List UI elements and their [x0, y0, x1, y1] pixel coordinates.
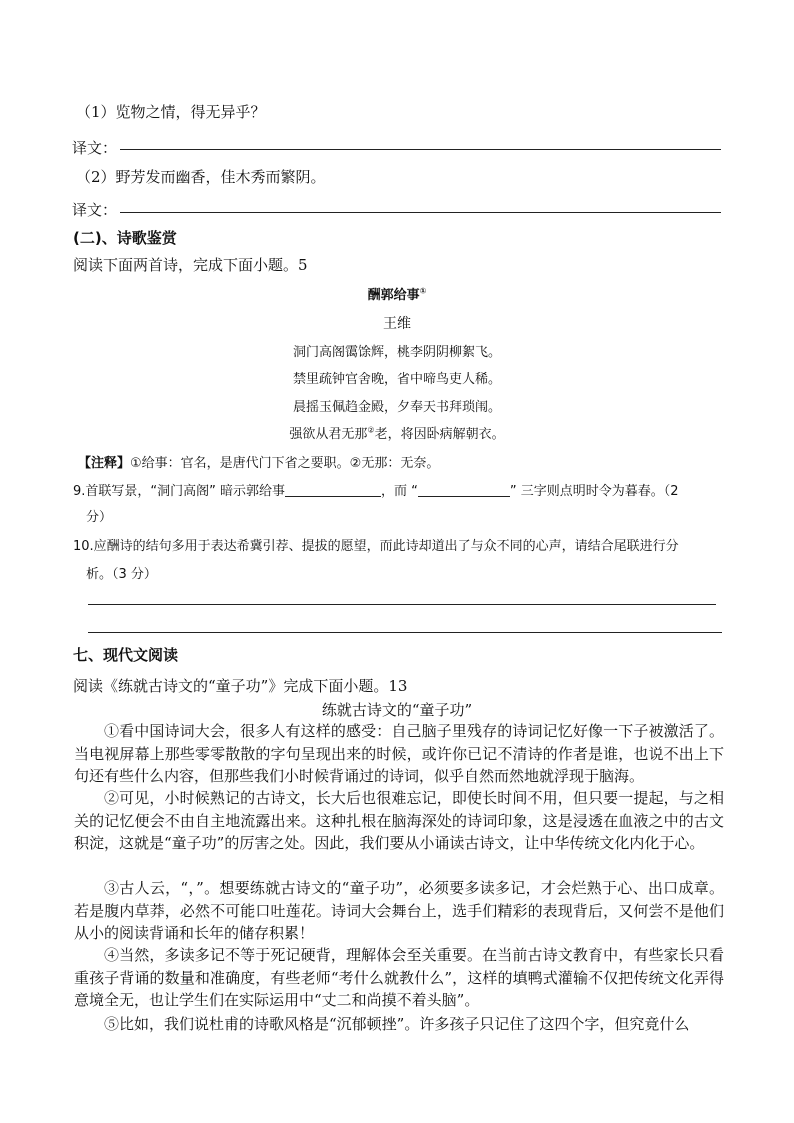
poem-line-4 — [0, 423, 794, 442]
poem-author: 王维 — [383, 316, 411, 332]
question-9-blank-2[interactable] — [418, 484, 510, 497]
translation-label-1: 译文： — [72, 139, 118, 157]
question-10-continued: 析。（3 分） — [86, 567, 157, 582]
article-paragraph-4: ④当然，多读多记不等于死记硬背，理解体会至关重要。在当前古诗文教育中，有些家长只看重孩子背诵的数量和准确度，有些老师“考什么就教什么”，这样的填鸭式灌输不仅把传统文化弄得意境全无，也让学生们在实际运用中“丈二和尚摸不着头脑”。 — [74, 946, 724, 1009]
poem-line-4-after: 老，将因卧病解朝衣。 — [374, 427, 505, 442]
poem-line-1: 洞门高阁霭馀辉，桃李阴阴柳絮飞。 — [292, 345, 501, 360]
question-9-part-a: 9.首联写景，“洞门高阁” 暗示郭给事 — [73, 484, 286, 499]
poetry-section-heading: (二)、诗歌鉴赏 — [73, 229, 177, 247]
question-10: 10.应酬诗的结句多用于表达希冀引荐、提拔的愿望，而此诗却道出了与众不同的心声，请结合尾联进行分 — [73, 539, 679, 554]
poem-title-text: 酬郭给事 — [367, 288, 420, 303]
poem-notes-label: 【注释】 — [78, 456, 131, 471]
question-9-part-b: ，而 “ — [381, 484, 418, 499]
translation-label-2: 译文： — [72, 201, 118, 219]
question-9-continued: 分） — [86, 510, 113, 525]
article-paragraph-3: ③古人云，“，”。想要练就古诗文的“童子功”，必须要多读多记，才会烂熟于心、出口成章。若是腹内草莽，必然不可能口吐莲花。诗词大会舞台上，选手们精彩的表现背后，又何尝不是他们从小的阅读背诵和长年的储存积累！ — [74, 879, 724, 942]
modern-section-heading: 七、现代文阅读 — [73, 646, 179, 664]
poem-title-note-mark: ① — [419, 286, 427, 296]
question-10-answer-line-1[interactable] — [88, 604, 716, 605]
translation-answer-line-1[interactable] — [120, 149, 721, 150]
translation-answer-line-2[interactable] — [120, 212, 721, 213]
question-10-answer-line-2[interactable] — [88, 632, 722, 633]
poem-notes-text: ①给事：官名，是唐代门下省之要职。②无那：无奈。 — [130, 456, 440, 471]
question-9 — [73, 480, 679, 499]
question-9-blank-1[interactable] — [285, 484, 381, 497]
article-paragraph-1: ①看中国诗词大会，很多人有这样的感受：自己脑子里残存的诗词记忆好像一下子被激活了。当电视屏幕上那些零零散散的字句呈现出来的时候，或许你已记不清诗的作者是谁，也说不出上下句还有些什么内容，但那些我们小时候背诵过的诗词，似乎自然而然地就浮现于脑海。 — [74, 722, 724, 785]
translation-question-1: （1）览物之情，得无异乎？ — [76, 103, 266, 121]
article-paragraph-5: ⑤比如，我们说杜甫的诗歌风格是“沉郁顿挫”。许多孩子只记住了这四个字，但究竟什么 — [104, 1015, 690, 1033]
modern-instruction: 阅读《练就古诗文的“童子功”》完成下面小题。13 — [73, 677, 408, 695]
poem-line-3: 晨摇玉佩趋金殿，夕奉天书拜琐闱。 — [292, 400, 501, 415]
article-title: 练就古诗文的“童子功” — [321, 701, 473, 719]
translation-question-2: （2）野芳发而幽香，佳木秀而繁阴。 — [76, 168, 326, 186]
poem-line-2: 禁里疏钟官舍晚，省中啼鸟吏人稀。 — [292, 372, 501, 387]
poem-line-4-note-mark: ② — [367, 425, 375, 435]
article-paragraph-2: ②可见，小时候熟记的古诗文，长大后也很难忘记，即使长时间不用，但只要一提起，与之相关的记忆便会不由自主地流露出来。这种扎根在脑海深处的诗词印象，这是浸透在血液之中的古文积淀，这就是“童子功”的厉害之处。因此，我们要从小诵读古诗文，让中华传统文化内化于心。 — [74, 789, 724, 852]
poetry-instruction: 阅读下面两首诗，完成下面小题。5 — [73, 256, 308, 274]
poem-notes — [78, 452, 439, 471]
question-9-part-c: ” 三字则点明时令为暮春。（2 — [509, 484, 679, 499]
poem-title — [0, 284, 794, 303]
poem-line-4-before: 强欲从君无那 — [289, 427, 368, 442]
